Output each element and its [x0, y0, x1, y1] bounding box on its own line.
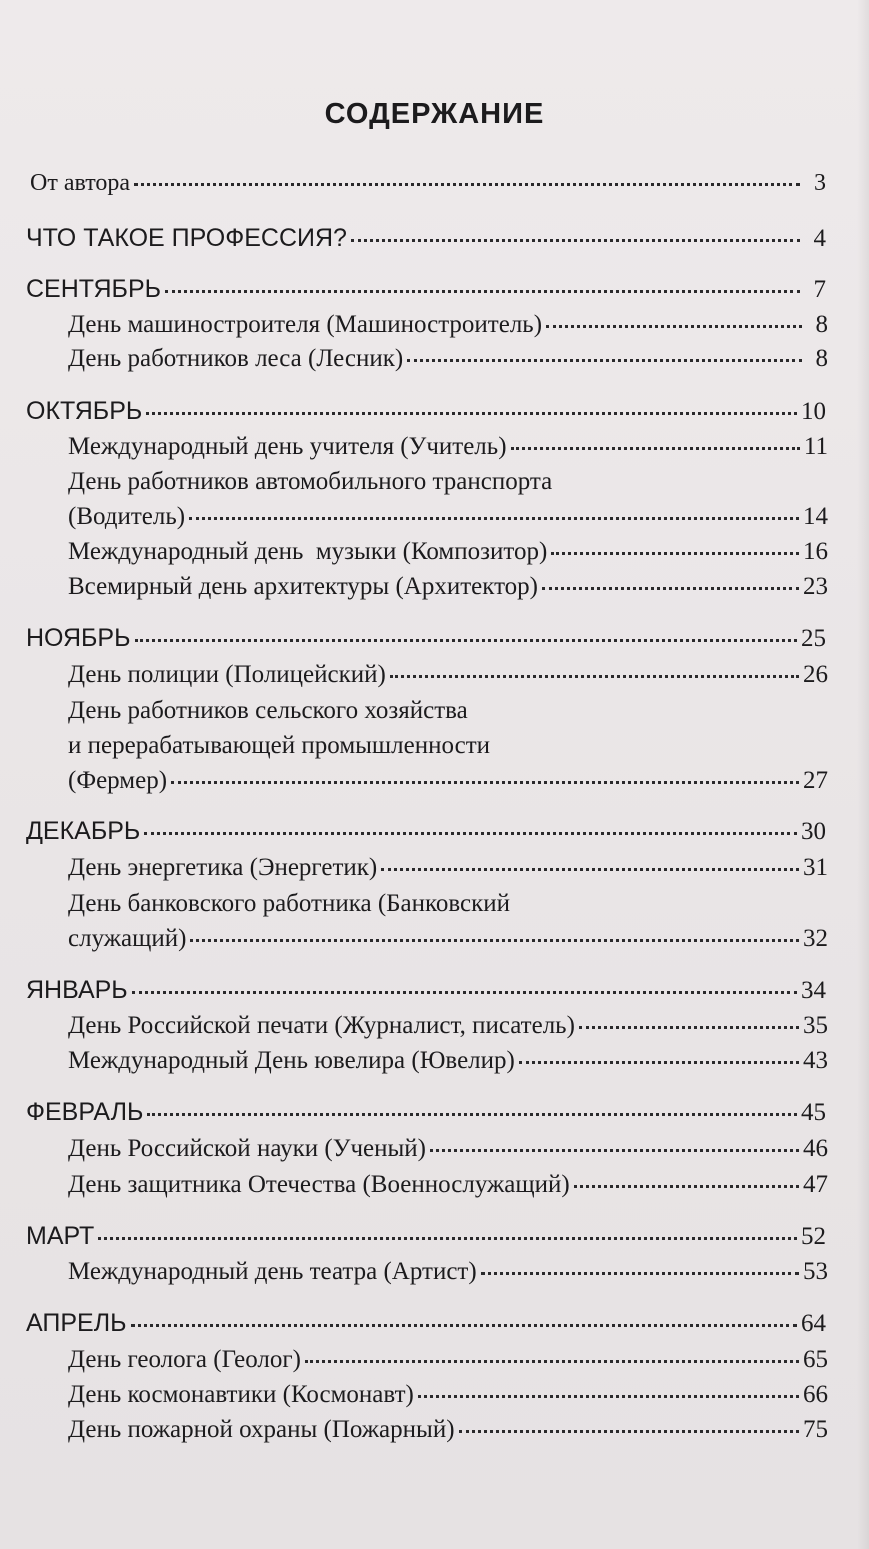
dot-leader	[511, 446, 800, 450]
dot-leader	[551, 551, 799, 555]
toc-page-number: 8	[815, 345, 828, 372]
toc-page-number: 7	[813, 276, 826, 303]
toc-entry[interactable]	[68, 766, 828, 796]
toc-entry[interactable]	[68, 432, 828, 462]
toc-page-number: 52	[801, 1223, 826, 1250]
toc-section-march[interactable]	[26, 1221, 826, 1252]
dot-leader	[135, 638, 798, 642]
dot-leader	[407, 358, 802, 362]
dot-leader	[146, 411, 797, 415]
dot-leader	[134, 182, 800, 186]
toc-section-label: ЧТО ТАКОЕ ПРОФЕССИЯ?	[26, 224, 347, 252]
toc-entry-label: День защитника Отечества (Военнослужащий)	[68, 1171, 570, 1198]
toc-entry[interactable]	[68, 853, 828, 883]
toc-entry-label: Международный День ювелира (Ювелир)	[68, 1047, 515, 1074]
toc-entry-line: День банковского работника (Банковский	[68, 890, 511, 917]
toc-entry-author[interactable]	[30, 168, 826, 198]
dot-leader	[351, 238, 800, 242]
toc-entry-label: Международный день учителя (Учитель)	[68, 433, 507, 460]
toc-page-number: 11	[803, 433, 828, 460]
toc-entry[interactable]	[68, 310, 828, 340]
dot-leader	[418, 1394, 799, 1398]
dot-leader	[132, 990, 797, 994]
toc-page-number: 26	[803, 661, 828, 688]
toc-section-april[interactable]	[26, 1308, 826, 1339]
toc-entry[interactable]	[68, 660, 828, 690]
toc-entry-label: День энергетика (Энергетик)	[68, 854, 378, 881]
toc-section-february[interactable]	[26, 1097, 826, 1128]
toc-page-number: 43	[803, 1047, 828, 1074]
dot-leader	[381, 867, 799, 871]
dot-leader	[574, 1184, 799, 1188]
toc-section-label: ФЕВРАЛЬ	[26, 1098, 144, 1126]
toc-section-november[interactable]	[26, 623, 826, 654]
dot-leader	[546, 324, 802, 328]
toc-page-number: 35	[803, 1012, 828, 1039]
toc-entry[interactable]	[68, 1046, 828, 1076]
toc-page-number: 27	[803, 767, 828, 794]
toc-section-september[interactable]	[26, 274, 826, 305]
toc-section-december[interactable]	[26, 816, 826, 847]
toc-page-number: 30	[801, 818, 826, 845]
dot-leader	[98, 1236, 797, 1240]
toc-entry-label: (Водитель)	[68, 503, 186, 530]
toc-entry[interactable]	[68, 537, 828, 567]
toc-page-number: 34	[801, 977, 826, 1004]
toc-section-october[interactable]	[26, 396, 826, 427]
toc-page-number: 53	[803, 1258, 828, 1285]
toc-entry[interactable]	[68, 572, 828, 602]
dot-leader	[459, 1429, 799, 1433]
toc-page-number: 10	[801, 398, 826, 425]
page-edge-shadow	[857, 0, 869, 1549]
toc-entry[interactable]	[68, 1415, 828, 1445]
toc-entry[interactable]	[68, 1134, 828, 1164]
toc-entry[interactable]	[68, 1380, 828, 1410]
toc-section-january[interactable]	[26, 975, 826, 1006]
toc-entry-label: (Фермер)	[68, 767, 168, 794]
dot-leader	[481, 1271, 799, 1275]
dot-leader	[189, 516, 799, 520]
toc-section-label: ЯНВАРЬ	[26, 976, 128, 1004]
toc-page-number: 3	[814, 170, 826, 196]
toc-entry-label: День космонавтики (Космонавт)	[68, 1381, 414, 1408]
toc-entry-line: День работников сельского хозяйства	[68, 697, 468, 724]
toc-page-number: 75	[803, 1416, 828, 1443]
toc-entry-label: День работников леса (Лесник)	[68, 345, 404, 372]
toc-entry[interactable]	[68, 502, 828, 532]
toc-section-label: ДЕКАБРЬ	[26, 817, 141, 845]
dot-leader	[147, 1112, 797, 1116]
page-title: СОДЕРЖАНИЕ	[324, 98, 545, 130]
toc-entry-label: День Российской науки (Ученый)	[68, 1135, 426, 1162]
dot-leader	[430, 1148, 799, 1152]
toc-entry-label: служащий)	[68, 925, 187, 952]
toc-section-label: СЕНТЯБРЬ	[26, 275, 162, 303]
toc-section-label: ОКТЯБРЬ	[26, 397, 143, 425]
toc-entry[interactable]	[68, 1011, 828, 1041]
toc-section-label: АПРЕЛЬ	[26, 1309, 127, 1337]
toc-entry-label: Международный день театра (Артист)	[68, 1258, 477, 1285]
toc-entry[interactable]	[68, 1345, 828, 1375]
toc-page-number: 47	[803, 1171, 828, 1198]
toc-entry-label: День геолога (Геолог)	[68, 1346, 301, 1373]
dot-leader	[131, 1323, 797, 1327]
toc-page-number: 23	[803, 573, 828, 600]
dot-leader	[165, 289, 800, 293]
toc-entry-line: и перерабатывающей промышленности	[68, 732, 491, 759]
toc-page-number: 16	[803, 538, 828, 565]
toc-entry-line: День работников автомобильного транспорта	[68, 468, 553, 495]
dot-leader	[542, 586, 799, 590]
dot-leader	[144, 831, 797, 835]
toc-page-number: 45	[801, 1099, 826, 1126]
toc-page-number: 4	[813, 225, 826, 252]
dot-leader	[390, 674, 799, 678]
toc-entry[interactable]	[68, 924, 828, 954]
toc-page-number: 25	[801, 625, 826, 652]
toc-page-number: 65	[803, 1346, 828, 1373]
toc-entry[interactable]	[68, 1257, 828, 1287]
toc-page-number: 46	[803, 1135, 828, 1162]
dot-leader	[171, 780, 799, 784]
toc-page-number: 8	[815, 311, 828, 338]
toc-entry-label: День полиции (Полицейский)	[68, 661, 386, 688]
toc-entry-label: Всемирный день архитектуры (Архитектор)	[68, 573, 538, 600]
dot-leader	[519, 1060, 799, 1064]
toc-section-what-is-profession[interactable]	[26, 223, 826, 254]
toc-entry[interactable]	[68, 1170, 828, 1200]
dot-leader	[305, 1359, 799, 1363]
toc-entry-label: День Российской печати (Журналист, писатель)	[68, 1012, 575, 1039]
toc-page-number: 14	[803, 503, 828, 530]
toc-entry[interactable]	[68, 344, 828, 374]
toc-page-number: 64	[801, 1310, 826, 1337]
toc-entry-label: День машиностроителя (Машиностроитель)	[68, 311, 543, 338]
toc-section-label: МАРТ	[26, 1222, 95, 1250]
dot-leader	[579, 1025, 799, 1029]
toc-entry-label: Международный день музыки (Композитор)	[68, 538, 548, 565]
toc-section-label: НОЯБРЬ	[26, 624, 131, 652]
toc-entry-label: От автора	[30, 170, 131, 196]
toc-page-number: 32	[803, 925, 828, 952]
dot-leader	[190, 938, 799, 942]
toc-page-number: 66	[803, 1381, 828, 1408]
toc-page-number: 31	[803, 854, 828, 881]
toc-entry-label: День пожарной охраны (Пожарный)	[68, 1416, 455, 1443]
